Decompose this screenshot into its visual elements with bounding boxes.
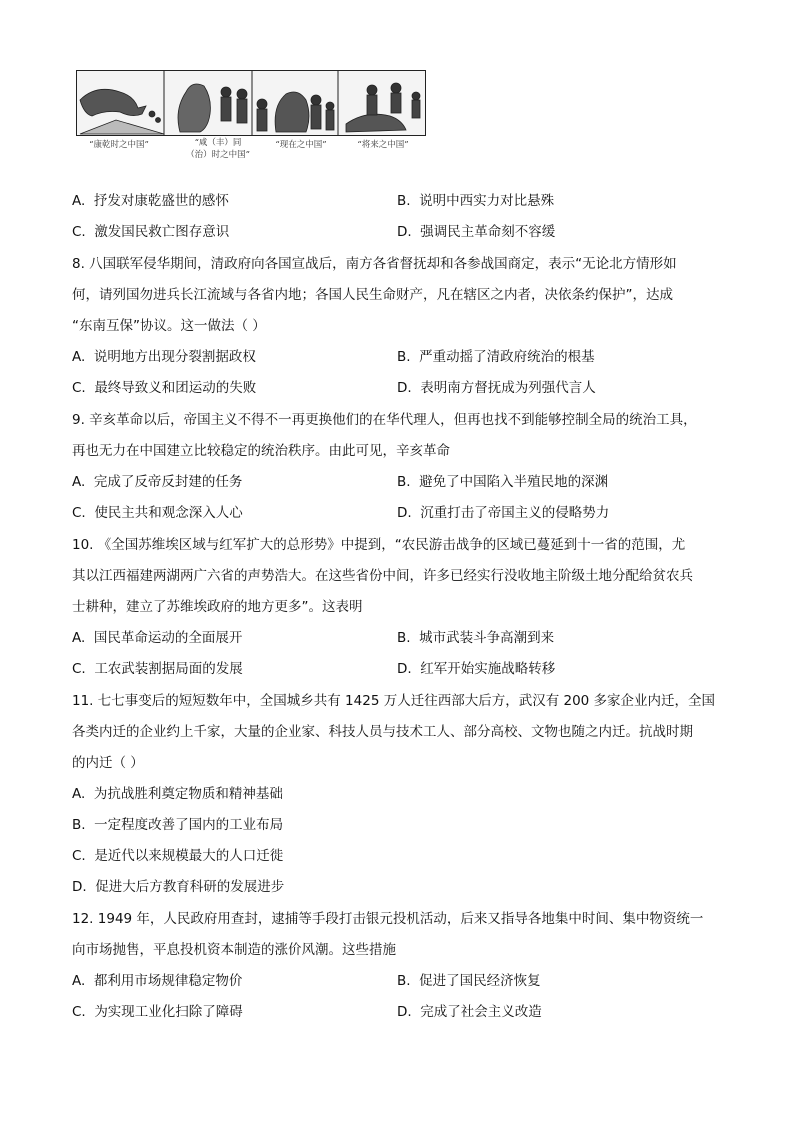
cartoon-figure	[76, 70, 426, 160]
q8-stem-line-2: 何，请列国勿进兵长江流域与各省内地；各国人民生命财产，凡在辖区之内者，决依条约保护”，达成	[72, 287, 673, 303]
q10-option-d[interactable]: D. 红军开始实施战略转移	[397, 661, 556, 677]
q8-option-d[interactable]: D. 表明南方督抚成为列强代言人	[397, 380, 596, 396]
q11-stem-line-1: 11. 七七事变后的短短数年中，全国城乡共有 1425 万人迁往西部大后方，武汉有 200 多家企业内迁，全国	[72, 693, 716, 709]
q12-option-d[interactable]: D. 完成了社会主义改造	[397, 1004, 542, 1020]
q9-stem-line-2: 再也无力在中国建立比较稳定的统治秩序。由此可见，辛亥革命	[72, 443, 450, 459]
q11-option-c[interactable]: C. 是近代以来规模最大的人口迁徙	[72, 848, 284, 864]
caption-3: “现在之中国”	[275, 140, 327, 150]
q9-option-a[interactable]: A. 完成了反帝反封建的任务	[72, 474, 243, 490]
q7-option-d[interactable]: D. 强调民主革命刻不容缓	[397, 224, 556, 240]
q11-stem-line-2: 各类内迁的企业约上千家，大量的企业家、科技人员与技术工人、部分高校、文物也随之内迁。抗战时期	[72, 724, 693, 740]
q8-option-c[interactable]: C. 最终导致义和团运动的失败	[72, 380, 257, 396]
q10-stem-line-1: 10. 《全国苏维埃区域与红军扩大的总形势》中提到，“农民游击战争的区域已蔓延到十一省的范围，尤	[72, 537, 686, 553]
cartoon-panels	[76, 70, 426, 136]
q9-option-c[interactable]: C. 使民主共和观念深入人心	[72, 505, 243, 521]
q7-option-b[interactable]: B. 说明中西实力对比悬殊	[397, 193, 555, 209]
q9-stem-line-1: 9. 辛亥革命以后，帝国主义不得不一再更换他们的在华代理人，但再也找不到能够控制全局的统治工具，	[72, 412, 697, 428]
q10-stem-line-3: 士耕种，建立了苏维埃政府的地方更多”。这表明	[72, 599, 363, 615]
q11-option-b[interactable]: B. 一定程度改善了国内的工业布局	[72, 817, 284, 833]
q12-option-b[interactable]: B. 促进了国民经济恢复	[397, 973, 541, 989]
q12-stem-line-1: 12. 1949 年，人民政府用查封，逮捕等手段打击银元投机活动，后来又指导各地集中时间、集中物资统一	[72, 911, 704, 927]
q8-option-a[interactable]: A. 说明地方出现分裂割据政权	[72, 349, 256, 365]
q8-stem-line-3: “东南互保”协议。这一做法（ ）	[72, 318, 266, 334]
caption-1: “康乾时之中国”	[89, 140, 149, 150]
q11-option-d[interactable]: D. 促进大后方教育科研的发展进步	[72, 879, 285, 895]
q11-stem-line-3: 的内迁（ ）	[72, 755, 144, 771]
q10-option-b[interactable]: B. 城市武装斗争高潮到来	[397, 630, 555, 646]
q12-option-a[interactable]: A. 都利用市场规律稳定物价	[72, 973, 243, 989]
q7-option-c[interactable]: C. 激发国民救亡图存意识	[72, 224, 230, 240]
caption-4: “将来之中国”	[357, 140, 409, 150]
q10-option-a[interactable]: A. 国民革命运动的全面展开	[72, 630, 243, 646]
q8-stem-line-1: 8. 八国联军侵华期间，清政府向各国宣战后，南方各省督抚却和各参战国商定，表示“无论北方情形如	[72, 256, 677, 272]
q10-stem-line-2: 其以江西福建两湖两广六省的声势浩大。在这些省份中间，许多已经实行没收地主阶级土地分配给贫农兵	[72, 568, 693, 584]
caption-2a: “咸（丰）同	[194, 138, 242, 148]
q12-stem-line-2: 向市场抛售，平息投机资本制造的涨价风潮。这些措施	[72, 942, 396, 958]
q9-option-b[interactable]: B. 避免了中国陷入半殖民地的深渊	[397, 474, 609, 490]
q9-option-d[interactable]: D. 沉重打击了帝国主义的侵略势力	[397, 505, 610, 521]
q7-option-a[interactable]: A. 抒发对康乾盛世的感怀	[72, 193, 229, 209]
q10-option-c[interactable]: C. 工农武装割据局面的发展	[72, 661, 243, 677]
q11-option-a[interactable]: A. 为抗战胜利奠定物质和精神基础	[72, 786, 283, 802]
q8-option-b[interactable]: B. 严重动摇了清政府统治的根基	[397, 349, 595, 365]
q12-option-c[interactable]: C. 为实现工业化扫除了障碍	[72, 1004, 243, 1020]
caption-2b: （治）时之中国”	[186, 150, 250, 160]
